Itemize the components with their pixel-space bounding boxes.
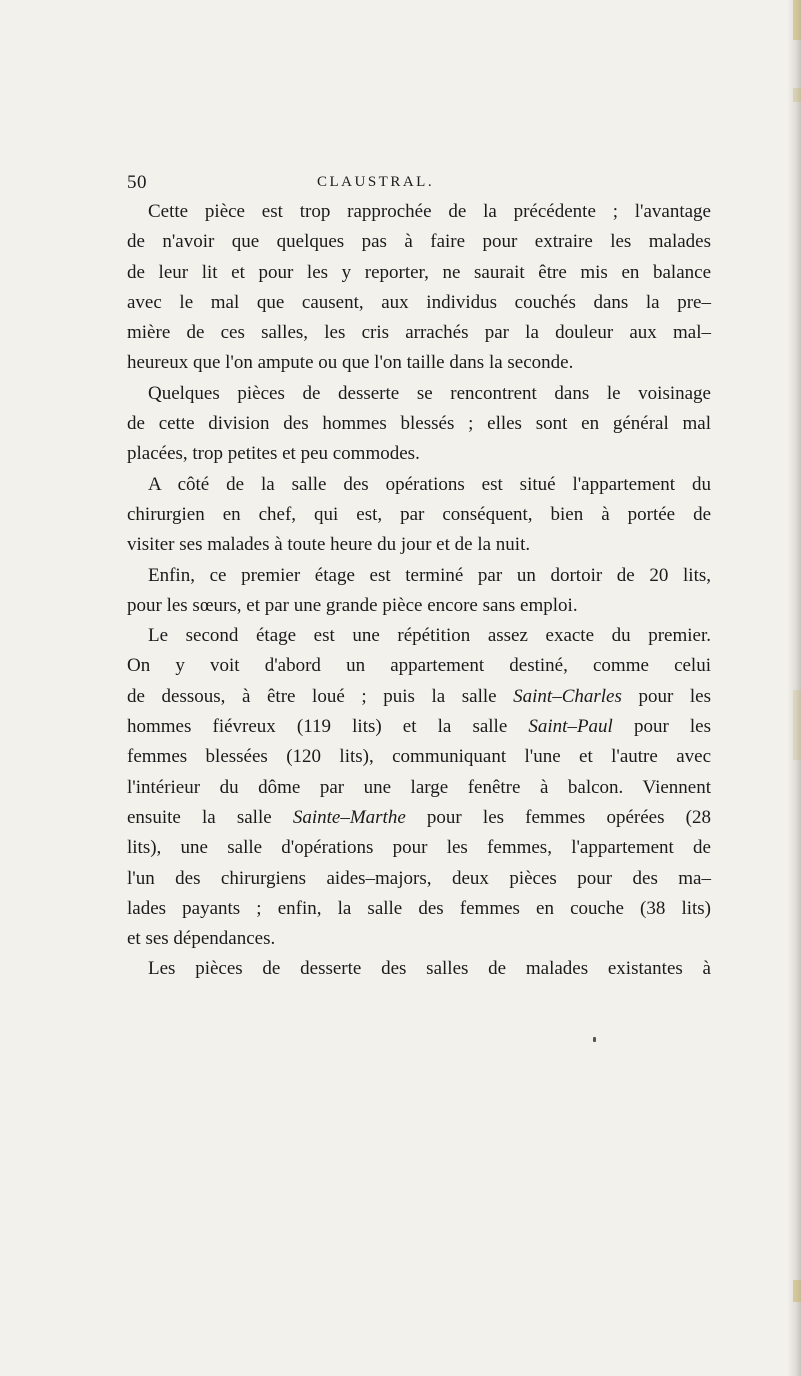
text-line: Le second étage est une répétition assez exacte du premier. (148, 625, 711, 647)
text-line: femmes blessées (120 lits), communiquant l'une et l'autre avec (127, 746, 711, 768)
text-line: visiter ses malades à toute heure du jour et de la nuit. (127, 534, 531, 556)
text-line: A côté de la salle des opérations est situé l'appartement du (148, 473, 711, 495)
text-line: Quelques pièces de desserte se rencontrent dans le voisinage (148, 382, 711, 404)
text-line: de n'avoir que quelques pas à faire pour extraire les malades (127, 231, 711, 253)
edge-stain (793, 88, 801, 102)
edge-stain (793, 0, 801, 40)
text-line: hommes fiévreux (119 lits) et la salle Saint–Paul pour les (127, 716, 711, 738)
italic-name: Saint–Charles (513, 685, 622, 707)
page-number: 50 (127, 172, 147, 193)
text-line: et ses dépendances. (127, 928, 276, 950)
running-head (127, 172, 711, 194)
text-line: l'intérieur du dôme par une large fenêtre à balcon. Viennent (127, 776, 711, 798)
text-line: placées, trop petites et peu commodes. (127, 443, 420, 465)
text-line: de leur lit et pour les y reporter, ne saurait être mis en balance (127, 261, 711, 283)
text-line: chirurgien en chef, qui est, par conséquent, bien à portée de (127, 503, 711, 525)
text-line: pour les sœurs, et par une grande pièce encore sans emploi. (127, 594, 578, 616)
text-line: Cette pièce est trop rapprochée de la précédente ; l'avantage (148, 201, 711, 222)
text-line: de cette division des hommes blessés ; elles sont en général mal (127, 413, 711, 435)
edge-stain (793, 690, 801, 760)
text-line: Les pièces de desserte des salles de malades existantes à (148, 958, 711, 980)
text-line: lits), une salle d'opérations pour les femmes, l'appartement de (127, 837, 711, 859)
ink-speck (593, 1037, 596, 1042)
text-line: l'un des chirurgiens aides–majors, deux pièces pour des ma– (127, 867, 711, 889)
running-title: CLAUSTRAL. (317, 174, 435, 190)
edge-stain (793, 1280, 801, 1302)
text-line: avec le mal que causent, aux individus couchés dans la pre– (127, 291, 711, 313)
text-line: ensuite la salle Sainte–Marthe pour les femmes opérées (28 (127, 806, 711, 828)
text-line: heureux que l'on ampute ou que l'on taille dans la seconde. (127, 352, 574, 374)
text-line: lades payants ; enfin, la salle des femmes en couche (38 lits) (127, 897, 711, 919)
text-line: mière de ces salles, les cris arrachés par la douleur aux mal– (127, 322, 711, 344)
text-line: Enfin, ce premier étage est terminé par un dortoir de 20 lits, (148, 564, 711, 586)
italic-name: Sainte–Marthe (292, 806, 406, 828)
text-line: On y voit d'abord un appartement destiné, comme celui (127, 655, 711, 677)
italic-name: Saint–Paul (528, 716, 613, 738)
text-line: de dessous, à être loué ; puis la salle Saint–Charles pour les (127, 685, 711, 707)
body-text (127, 197, 711, 985)
page-edge-shadow (787, 0, 801, 1376)
